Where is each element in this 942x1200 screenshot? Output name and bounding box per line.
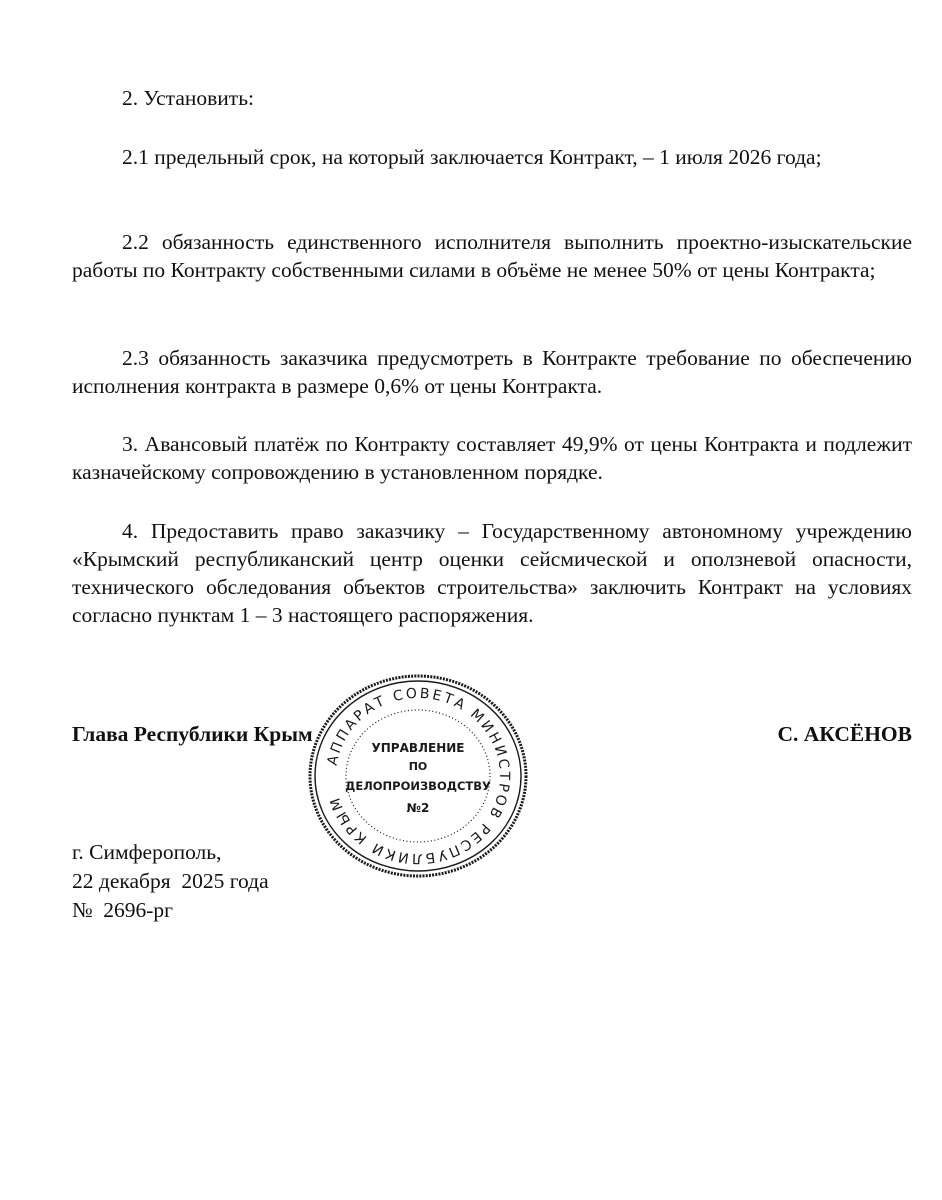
stamp-ring-text	[325, 686, 512, 866]
clause-2-3-text: 2.3 обязанность заказчика предусмотреть в Контракте требование по обеспечению исполнения контракта в размере 0,6% от цены Контракта.	[72, 346, 912, 398]
clause-2-2	[72, 228, 912, 284]
stamp-line-1: УПРАВЛЕНИЕ	[371, 741, 465, 755]
signatory-name: С. АКСЁНОВ	[777, 722, 912, 746]
footer-city: г. Симферополь,	[72, 840, 222, 864]
section-heading	[72, 84, 912, 112]
clause-2-1	[72, 143, 912, 171]
stamp-line-2: ПО	[408, 760, 428, 773]
heading-text: 2. Установить:	[122, 86, 254, 110]
clause-3-text: 3. Авансовый платёж по Контракту составляет 49,9% от цены Контракта и подлежит казначейскому сопровождению в установленном порядке.	[72, 432, 912, 484]
clause-2-1-text: 2.1 предельный срок, на который заключается Контракт, – 1 июля 2026 года;	[122, 145, 822, 169]
clause-2-2-text: 2.2 обязанность единственного исполнителя выполнить проектно-изыскательские работы по Контракту собственными силами в объёме не менее 50% от цены Контракта;	[72, 230, 912, 282]
clause-4-text: 4. Предоставить право заказчику – Государственному автономному учреждению «Крымский республиканский центр оценки сейсмической и оползневой опасности, технического обследования объектов строительства» заключить Контракт на условиях согласно пунктам 1 – 3 настоящего распоряжения.	[72, 519, 912, 627]
signatory-position: Глава Республики Крым	[72, 722, 313, 746]
clause-2-3	[72, 344, 912, 400]
stamp-line-4: №2	[406, 801, 430, 815]
official-stamp	[304, 672, 532, 880]
document-footer	[72, 838, 269, 925]
clause-4	[72, 517, 912, 629]
stamp-ring-textpath: АППАРАТ СОВЕТА МИНИСТРОВ РЕСПУБЛИКИ КРЫМ	[324, 685, 513, 867]
footer-date: 22 декабря 2025 года	[72, 869, 269, 893]
footer-number: № 2696-рг	[72, 898, 173, 922]
clause-3	[72, 430, 912, 486]
stamp-line-3: ДЕЛОПРОИЗВОДСТВУ	[345, 779, 491, 793]
stamp-seal-icon	[304, 672, 532, 880]
